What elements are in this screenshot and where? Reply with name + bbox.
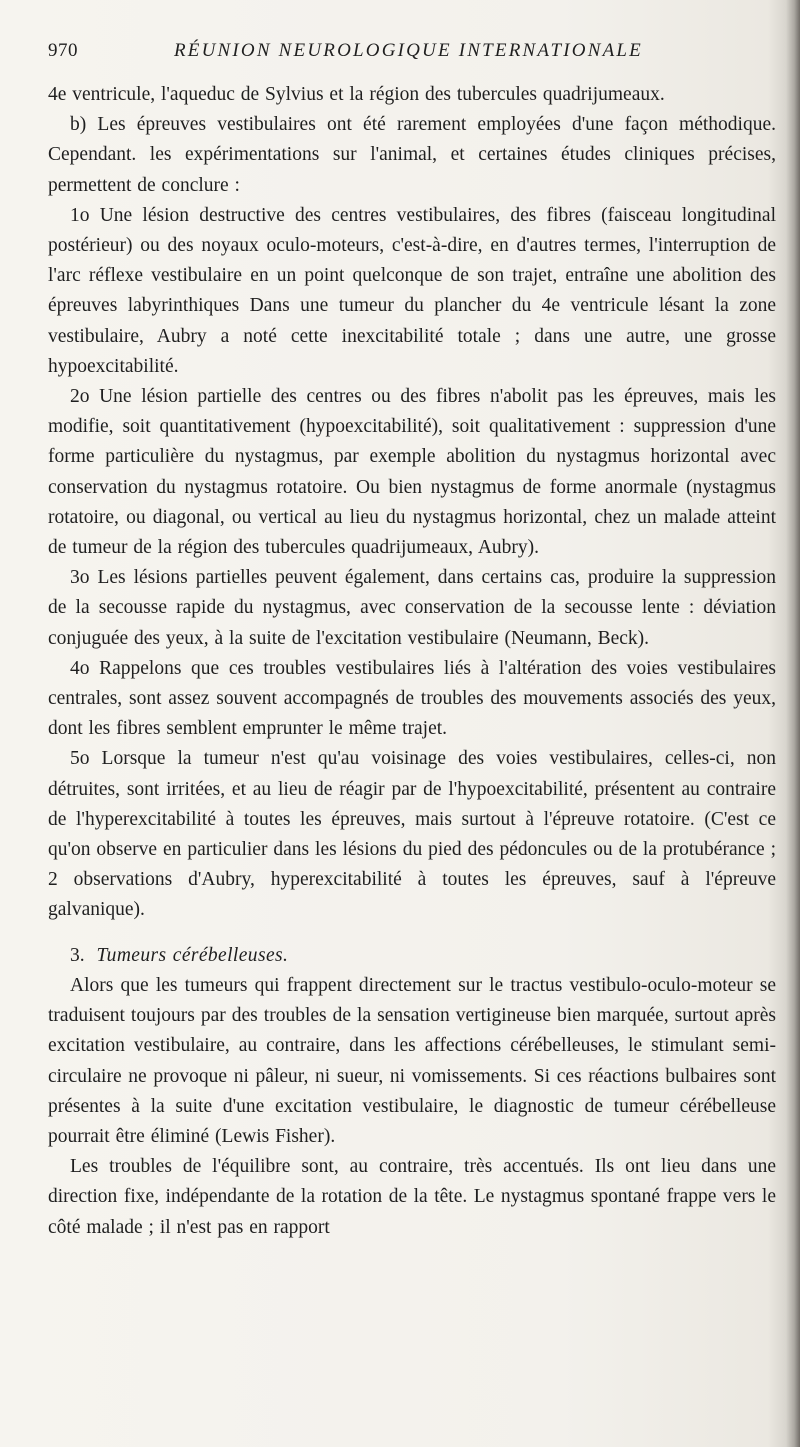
- paragraph: Alors que les tumeurs qui frappent directement sur le tractus vestibulo-oculo-moteur se traduisent toujours par des troubles de la sensation vertigineuse bien marquée, surtout après excitation vestibulaire, au contraire, dans les affections cérébelleuses, le stimulant semi-circulaire ne provoque ni pâleur, ni sueur, ni vomissements. Si ces réactions bulbaires sont présentes à la suite d'une excitation vestibulaire, le diagnostic de tumeur cérébelleuse pourrait être éliminé (Lewis Fisher).: [48, 974, 776, 1147]
- paragraph: Les troubles de l'équilibre sont, au contraire, très accentués. Ils ont lieu dans une direction fixe, indépendante de la rotation de la tête. Le nystagmus spontané frappe vers le côté malade ; il n'est pas en rapport: [48, 1156, 776, 1238]
- paragraph: 3o Les lésions partielles peuvent également, dans certains cas, produire la suppression de la secousse rapide du nystagmus, avec conservation de la secousse lente : déviation conjuguée des yeux, à la suite de l'excitation vestibulaire (Neumann, Beck).: [48, 567, 776, 649]
- paragraph: 1o Une lésion destructive des centres vestibulaires, des fibres (faisceau longitudinal postérieur) ou des noyaux oculo-moteurs, c'est-à-dire, en d'autres termes, l'interruption de l'arc réflexe vestibulaire en un point quelconque de son trajet, entraîne une abolition des épreuves labyrinthiques Dans une tumeur du plancher du 4e ventricule lésant la zone vestibulaire, Aubry a noté cette inexcitabilité totale ; dans une autre, une grosse hypoexcitabilité.: [48, 204, 776, 377]
- paragraph: 4o Rappelons que ces troubles vestibulaires liés à l'altération des voies vestibulaires centrales, sont assez souvent accompagnés de troubles des mouvements associés des yeux, dont les fibres semblent emprunter le même trajet.: [48, 657, 776, 740]
- page-edge-shadow: [786, 0, 800, 1447]
- running-title: RÉUNION NEUROLOGIQUE INTERNATIONALE: [174, 40, 643, 61]
- running-header: [48, 40, 778, 70]
- section-number: 3.: [70, 944, 85, 966]
- body-text: [48, 80, 776, 1243]
- section-title: Tumeurs cérébelleuses.: [96, 944, 289, 966]
- paragraph: 2o Une lésion partielle des centres ou des fibres n'abolit pas les épreuves, mais les modifie, soit quantitativement (hypoexcitabilité), soit qualitativement : suppression d'une forme particulière du nystagmus, par exemple abolition du nystagmus horizontal avec conservation du nystagmus rotatoire. Ou bien nystagmus de forme anormale (nystagmus rotatoire, ou diagonal, ou vertical au lieu du nystagmus horizontal, chez un malade atteint de tumeur de la région des tubercules quadrijumeaux, Aubry).: [48, 386, 776, 559]
- page-number: 970: [48, 40, 78, 61]
- section-heading: [48, 941, 776, 971]
- paragraph: 5o Lorsque la tumeur n'est qu'au voisinage des voies vestibulaires, celles-ci, non détruites, sont irritées, et au lieu de réagir par de l'hypoexcitabilité, présentent au contraire de l'hyperexcitabilité à toutes les épreuves, mais surtout à l'épreuve rotatoire. (C'est ce qu'on observe en particulier dans les lésions du pied des pédoncules ou de la protubérance ; 2 observations d'Aubry, hyperexcitabilité à toutes les épreuves, sauf à l'épreuve galvanique).: [48, 748, 776, 921]
- paragraph: 4e ventricule, l'aqueduc de Sylvius et la région des tubercules quadrijumeaux.: [48, 84, 665, 105]
- paragraph: b) Les épreuves vestibulaires ont été rarement employées d'une façon méthodique. Cependant. les expérimentations sur l'animal, et certaines études cliniques précises, permettent de conclure :: [48, 114, 776, 196]
